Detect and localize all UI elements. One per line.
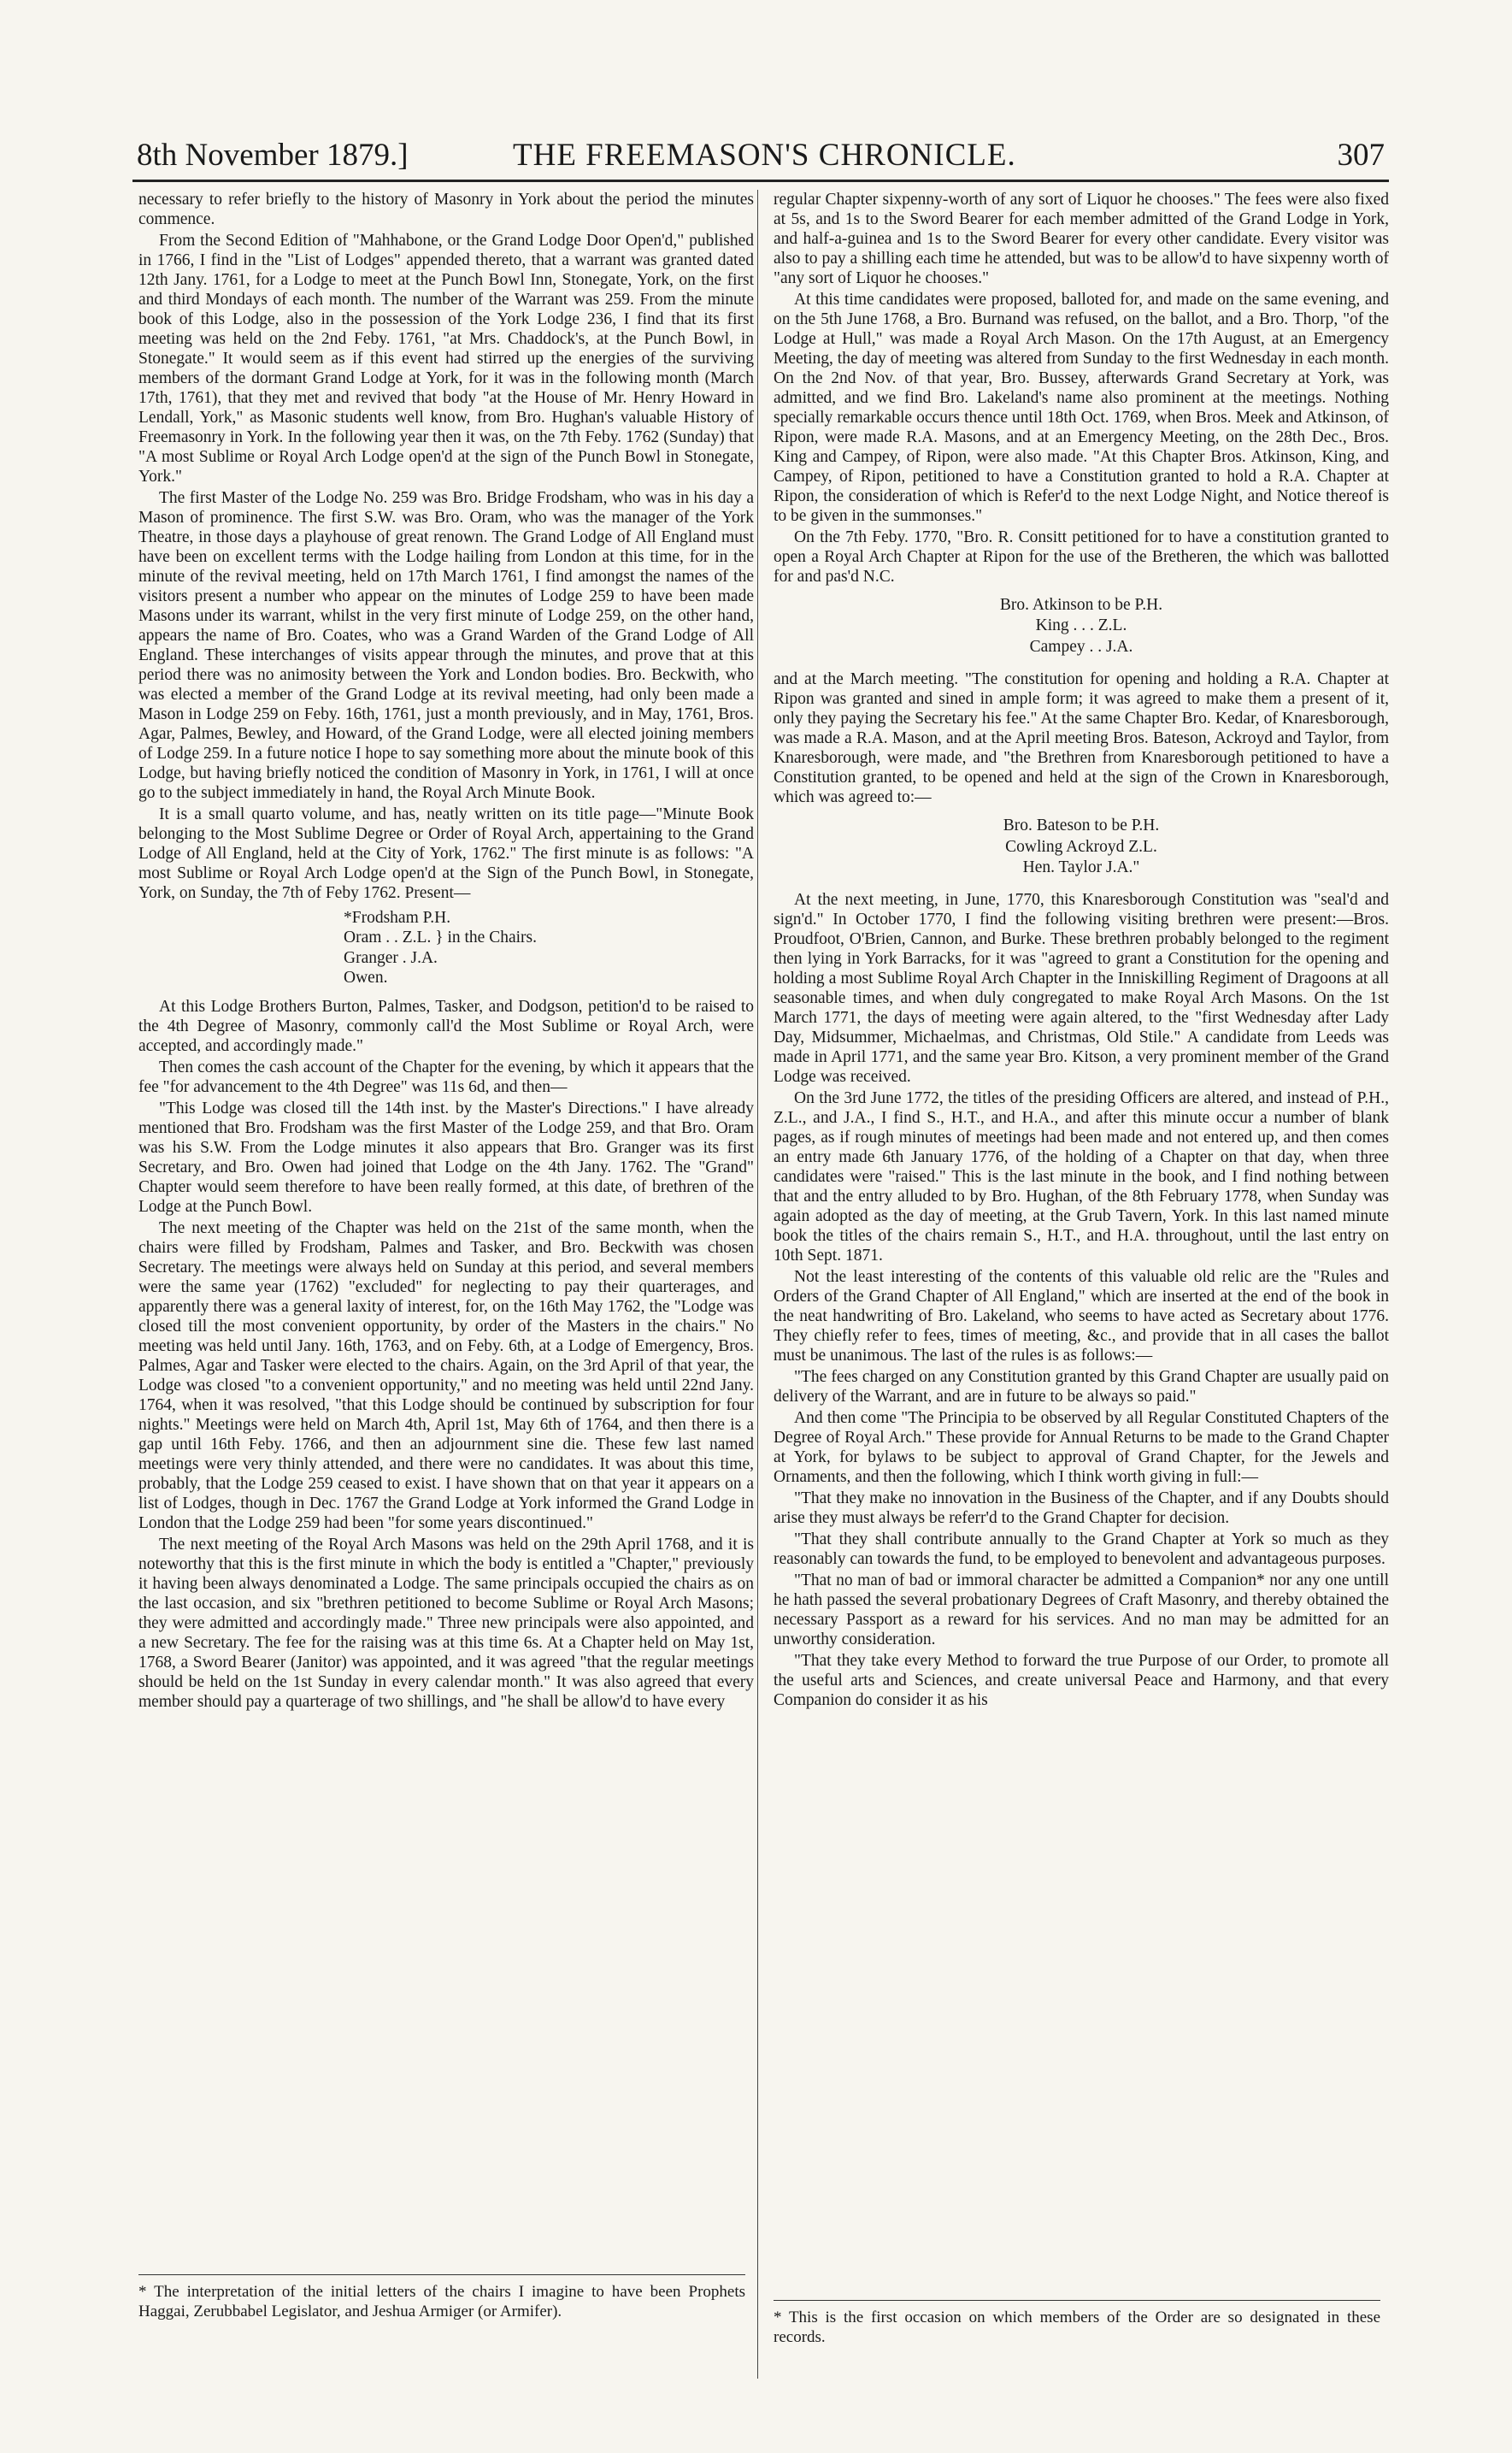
publication-title: THE FREEMASON'S CHRONICLE.	[513, 138, 1016, 173]
left-column	[138, 190, 754, 1713]
paragraph: It is a small quarto volume, and has, neatly written on its title page—"Minute Book belonging to the Most Sublime Degree or Order of Royal Arch, appertaining to the Grand Lodge of All England, held at the City of York, 1762." The first minute is as follows: "A most Sublime or Royal Arch Lodge open'd at the Sign of the Punch Bowl, in Stonegate, York, on Sunday, the 7th of Feby 1762. Present—	[138, 805, 754, 902]
officer-line: Cowling Ackroyd Z.L.	[1005, 837, 1157, 856]
paragraph: "That no man of bad or immoral character be admitted a Companion* nor any one untill he hath passed the several probationary Degrees of Craft Masonry, and thereby obtained the necessary Passport as a reward for his services. And no man may be admitted for an unworthy consideration.	[774, 1571, 1389, 1649]
ripon-officers	[774, 595, 1389, 657]
paragraph: Not the least interesting of the contents of this valuable old relic are the "Rules and Orders of the Grand Chapter of All England," which are inserted at the end of the book in the neat handwriting of Bro. Lakeland, who seems to have acted as Secretary about 1776. They chiefly refer to fees, times of meeting, &c., and provide that in all cases the ballot must be unanimous. The last of the rules is as follows:—	[774, 1268, 1389, 1365]
officer-line: Granger . J.A.	[344, 948, 438, 967]
issue-date: 8th November 1879.]	[137, 138, 409, 173]
officers-list	[344, 908, 754, 988]
paragraph: "This Lodge was closed till the 14th inst. by the Master's Directions." I have already mentioned that Bro. Frodsham was the first Master of the Lodge 259, and that Bro. Oram was his S.W. From the Lodge minutes it also appears that Bro. Granger was its first Secretary, and Bro. Owen had joined that Lodge on the 4th Jany. 1762. The "Grand" Chapter would seem therefore to have been really formed, at this date, of brethren of the Lodge at the Punch Bowl.	[138, 1099, 754, 1216]
column-divider	[757, 190, 758, 2379]
officer-line: *Frodsham P.H.	[344, 909, 451, 927]
paragraph: "That they make no innovation in the Business of the Chapter, and if any Doubts should arise they must always be referr'd to the Grand Chapter for decision.	[774, 1489, 1389, 1528]
officer-line: Bro. Bateson to be P.H.	[1003, 817, 1160, 835]
officer-line: King . . . Z.L.	[1035, 616, 1127, 635]
header-rule	[132, 180, 1389, 182]
knaresborough-officers	[774, 816, 1389, 878]
paragraph: On the 7th Feby. 1770, "Bro. R. Consitt petitioned for to have a constitution granted to open a Royal Arch Chapter at Ripon for the use of the Bretheren, the which was ballotted for and pas'd N.C.	[774, 528, 1389, 586]
paragraph: regular Chapter sixpenny-worth of any sort of Liquor he chooses." The fees were also fixed at 5s, and 1s to the Sword Bearer for each member admitted of the Grand Lodge in York, and half-a-guinea and 1s to the Sword Bearer for every other candidate. Every visitor was also to pay a shilling each time he attended, but was to be allow'd to have sixpenny worth of "any sort of Liquor he chooses."	[774, 191, 1389, 287]
paragraph: And then come "The Principia to be observed by all Regular Constituted Chapters of the Degree of Royal Arch." These provide for Annual Returns to be made to the Grand Chapter at York, for bylaws to be subject to approval of Grand Chapter, for the Jewels and Ornaments, and then the following, which I think worth giving in full:—	[774, 1409, 1389, 1487]
paragraph: "The fees charged on any Constitution granted by this Grand Chapter are usually paid on delivery of the Warrant, and are in future to be always so paid."	[774, 1368, 1389, 1406]
paragraph: At the next meeting, in June, 1770, this Knaresborough Constitution was "seal'd and sign'd." In October 1770, I find the following visiting brethren were present:—Bros. Proudfoot, O'Brien, Cannon, and Burke. These brethren probably belonged to the regiment then lying in York Barracks, for it was "agreed to grant a Constitution for the opening and holding a most Sublime Royal Arch Chapter in the Inniskilling Regiment of Dragoons at all seasonable times, and when duly congregated to make Royal Arch Masons. On the 1st March 1771, the days of meeting were again altered, to the "first Wednesday after Lady Day, Midsummer, Michaelmas, and Christmas, Old Stile." A candidate from Leeds was made in April 1771, and the same year Bro. Kitson, a very prominent member of the Grand Lodge was received.	[774, 891, 1389, 1087]
page-header	[137, 137, 1385, 180]
officer-line: Bro. Atkinson to be P.H.	[999, 596, 1163, 614]
officer-line: Owen.	[344, 969, 388, 988]
officer-line: Oram . . Z.L. } in the Chairs.	[344, 929, 537, 947]
page-number: 307	[1337, 138, 1385, 173]
officer-line: Campey . . J.A.	[1029, 637, 1133, 656]
paragraph: The next meeting of the Royal Arch Masons was held on the 29th April 1768, and it is noteworthy that this is the first minute in which the body is entitled a "Chapter," previously it having been always denominated a Lodge. The same principals occupied the chairs as on the last occasion, and six "brethren petitioned to become Sublime or Royal Arch Masons; they were admitted and accordingly made." Three new principals were also appointed, and a new Secretary. The fee for the raising was at this time 6s. At a Chapter held on May 1st, 1768, a Sword Bearer (Janitor) was appointed, and it was agreed "that the regular meetings should be held on the 1st Sunday in every calendar month." It was also agreed that every member should pay a quarterage of two shillings, and "he shall be allow'd to have every	[138, 1535, 754, 1711]
paragraph: The next meeting of the Chapter was held on the 21st of the same month, when the chairs were filled by Frodsham, Palmes and Tasker, and Bro. Beckwith was chosen Secretary. The meetings were always held on Sunday at this period, and several members were the same year (1762) "excluded" for neglecting to pay their quarterages, and apparently there was a general laxity of interest, for, on the 16th May 1762, the "Lodge was closed till the most convenient opportunity, by order of the Masters in the chairs." No meeting was held until Jany. 16th, 1763, and on Feby. 6th, at a Lodge of Emergency, Bros. Palmes, Agar and Tasker were elected to the chairs. Again, on the 3rd April of that year, the Lodge was closed "to a convenient opportunity," and no meeting was held until 22nd Jany. 1764, when it was resolved, "that this Lodge should be continued by subscription for four nights." Meetings were held on March 4th, April 1st, May 6th of 1764, and then there is a gap until 16th Feby. 1766, and then an adjournment sine die. These few last named meetings were very thinly attended, and there were no candidates. It was about this time, probably, that the Lodge 259 ceased to exist. I have shown that on that year it appears on a list of Lodges, though in Dec. 1767 the Grand Lodge at York informed the Grand Lodge in London that the Lodge 259 had been "for some years discontinued."	[138, 1218, 754, 1532]
footnote-rule	[774, 2300, 1380, 2301]
footnote-rule	[138, 2274, 745, 2275]
right-column	[774, 190, 1389, 1712]
paragraph: From the Second Edition of "Mahhabone, or the Grand Lodge Door Open'd," published in 1766, I find in the "List of Lodges" appended thereto, that a warrant was granted dated 12th Jany. 1761, for a Lodge to meet at the Punch Bowl Inn, Stonegate, York, on the first and third Mondays of each month. The number of the Warrant was 259. From the minute book of this Lodge, also in the possession of the York Lodge 236, I find that its first meeting was held on the 2nd Feby. 1761, "at Mrs. Chaddock's, at the Punch Bowl, in Stonegate." It would seem as if this event had stirred up the energies of the surviving members of the dormant Grand Lodge at York, for it was in the following month (March 17th, 1761), that they met and revived that body "at the House of Mr. Henry Howard in Lendall, York," as Masonic students well know, from Bro. Hughan's valuable History of Freemasonry in York. In the following year then it was, on the 7th Feby. 1762 (Sunday) that "A most Sublime or Royal Arch Lodge open'd at the sign of the Punch Bowl in Stonegate, York."	[138, 232, 754, 486]
footnote: * The interpretation of the initial letters of the chairs I imagine to have been Prophets Haggai, Zerubbabel Legislator, and Jeshua Armiger (or Armifer).	[138, 2283, 745, 2320]
paragraph: On the 3rd June 1772, the titles of the presiding Officers are altered, and instead of P.H., Z.L., and J.A., I find S., H.T., and H.A., and after this minute occur a number of blank pages, as if rough minutes of meetings had been made and not entered up, and then comes an entry made 6th January 1776, of the holding of a Chapter on that day, when three candidates were "raised." This is the last minute in the book, and I find nothing between that and the entry alluded to by Bro. Hughan, of the 8th February 1778, when Sunday was again adopted as the day of meeting, at the Grub Tavern, York. In this last named minute book the titles of the chairs remain S., H.T., and H.A. throughout, until the last entry on 10th Sept. 1871.	[774, 1089, 1389, 1265]
paragraph: The first Master of the Lodge No. 259 was Bro. Bridge Frodsham, who was in his day a Mason of prominence. The first S.W. was Bro. Oram, who was the manager of the York Theatre, in those days a playhouse of great renown. The Grand Lodge of All England must have been on excellent terms with the Lodge hailing from London at this time, for in the minute of the revival meeting, held on 17th March 1761, I find amongst the names of the visitors present a number who appear on the minutes of Lodge 259 to have been made Masons under its warrant, whilst in the very first minute of Lodge 259, on the other hand, appears the name of Bro. Coates, who was a Grand Warden of the Grand Lodge of All England. These interchanges of visits appear through the minutes, and prove that at this period there was no animosity between the York and London bodies. Bro. Beckwith, who was elected a member of the Grand Lodge at its revival meeting, had only been made a Mason in Lodge 259 on Feby. 16th, 1761, just a month previously, and in May, 1761, Bros. Agar, Palmes, Bewley, and Howard, of the Grand Lodge, were all elected joining members of Lodge 259. In a future notice I hope to say something more about the minute book of this Lodge, but having briefly noticed the condition of Masonry in York, in 1761, I will at once go to the subject immediately in hand, the Royal Arch Minute Book.	[138, 489, 754, 802]
paragraph: necessary to refer briefly to the history of Masonry in York about the period the minutes commence.	[138, 191, 754, 228]
paragraph: "That they take every Method to forward the true Purpose of our Order, to promote all the useful arts and Sciences, and create universal Peace and Harmony, and that every Companion do consider it as his	[774, 1652, 1389, 1710]
officer-line: Hen. Taylor J.A."	[1022, 858, 1140, 876]
paragraph: "That they shall contribute annually to the Grand Chapter at York so much as they reasonably can towards the fund, to be employed to benevolent and advantageous purposes.	[774, 1530, 1389, 1569]
paragraph: and at the March meeting. "The constitution for opening and holding a R.A. Chapter at Ripon was granted and sined in ample form; it was agreed to make them a present of it, only they paying the Secretary his fee." At the same Chapter Bro. Kedar, of Knaresborough, was made a R.A. Mason, and at the April meeting Bros. Bateson, Ackroyd and Taylor, from Knaresborough, were made, and "the Brethren from Knaresborough petitioned to have a Constitution granted, to be opened and held at the sign of the Crown in Knaresborough, which was agreed to:—	[774, 670, 1389, 807]
footnote: * This is the first occasion on which members of the Order are so designated in these records.	[774, 2309, 1380, 2346]
paragraph: At this Lodge Brothers Burton, Palmes, Tasker, and Dodgson, petition'd to be raised to the 4th Degree of Masonry, commonly call'd the Most Sublime or Royal Arch, were accepted, and accordingly made."	[138, 997, 754, 1055]
paragraph: At this time candidates were proposed, balloted for, and made on the same evening, and on the 5th June 1768, a Bro. Burnand was refused, on the ballot, and a Bro. Thorp, "of the Lodge at Hull," was made a Royal Arch Mason. On the 17th August, at an Emergency Meeting, the day of meeting was altered from Sunday to the first Wednesday in each month. On the 2nd Nov. of that year, Bro. Bussey, afterwards Grand Secretary at York, was admitted, and we find Bro. Lakeland's name also prominent at the meetings. Nothing specially remarkable occurs thence until 18th Oct. 1769, when Bros. Meek and Atkinson, of Ripon, were made R.A. Masons, and at an Emergency Meeting, on the 28th Dec., Bros. King and Campey, of Ripon, were also made. "At this Chapter Bros. Atkinson, King, and Campey, of Ripon, petitioned to have a Constitution granted to hold a R.A. Chapter at Ripon, the consideration of which is Refer'd to the next Lodge Night, and Notice thereof is to be given in the summonses."	[774, 291, 1389, 525]
paragraph: Then comes the cash account of the Chapter for the evening, by which it appears that the fee "for advancement to the 4th Degree" was 11s 6d, and then—	[138, 1058, 754, 1096]
